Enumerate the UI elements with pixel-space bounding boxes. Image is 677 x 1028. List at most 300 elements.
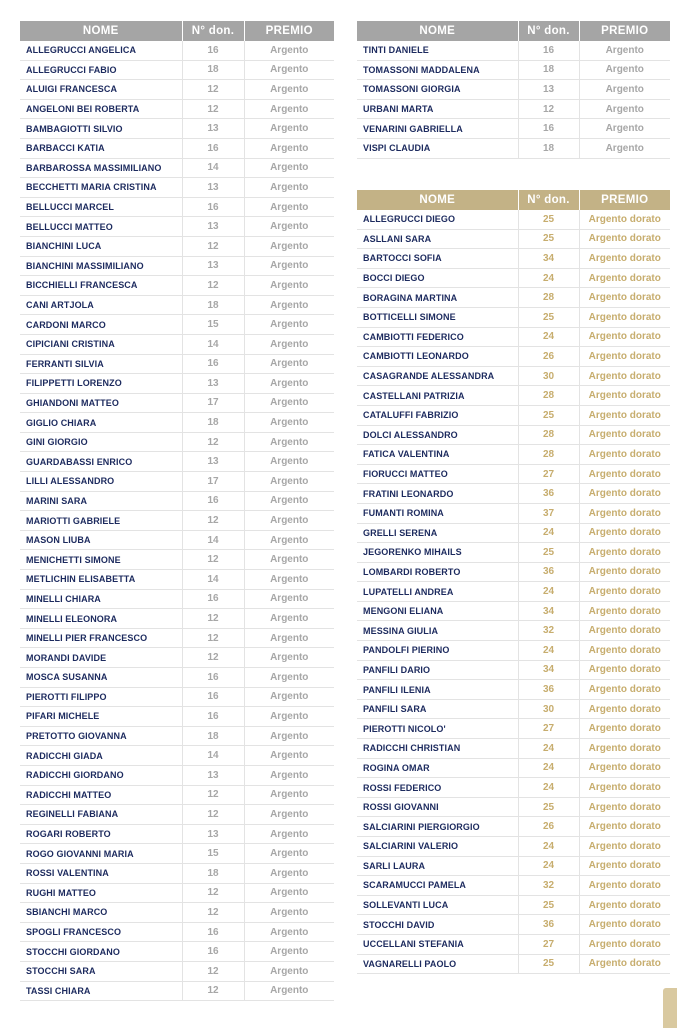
- award: Argento dorato: [579, 934, 670, 954]
- table-row: [357, 366, 670, 386]
- table-body: [357, 210, 670, 974]
- table-header-row: [357, 190, 670, 210]
- award: Argento: [244, 550, 334, 570]
- donor-name: ASLLANI SARA: [357, 229, 518, 249]
- donation-count: 25: [518, 405, 579, 425]
- table-row: [20, 413, 334, 433]
- award: Argento dorato: [579, 503, 670, 523]
- award: Argento dorato: [579, 739, 670, 759]
- donation-count: 16: [182, 668, 244, 688]
- donation-count: 18: [182, 60, 244, 80]
- award: Argento dorato: [579, 817, 670, 837]
- award: Argento: [579, 119, 670, 139]
- donation-count: 24: [518, 778, 579, 798]
- table-row: [357, 817, 670, 837]
- donation-count: 16: [182, 354, 244, 374]
- donation-count: 30: [518, 366, 579, 386]
- donor-name: TOMASSONI MADDALENA: [357, 60, 518, 80]
- donation-count: 24: [518, 856, 579, 876]
- donation-count: 36: [518, 680, 579, 700]
- donor-name: DOLCI ALESSANDRO: [357, 425, 518, 445]
- award: Argento: [244, 570, 334, 590]
- donor-name: URBANI MARTA: [357, 99, 518, 119]
- decorative-corner: [663, 988, 677, 1028]
- table-row: [20, 785, 334, 805]
- award: Argento: [244, 138, 334, 158]
- donation-count: 12: [182, 903, 244, 923]
- donor-name: BECCHETTI MARIA CRISTINA: [20, 178, 182, 198]
- donor-name: ALUIGI FRANCESCA: [20, 80, 182, 100]
- donation-count: 13: [182, 119, 244, 139]
- award: Argento: [244, 41, 334, 60]
- donation-count: 27: [518, 464, 579, 484]
- table-row: [20, 589, 334, 609]
- donor-name: TINTI DANIELE: [357, 41, 518, 60]
- donor-name: RADICCHI GIADA: [20, 746, 182, 766]
- table-row: [357, 660, 670, 680]
- donation-count: 25: [518, 895, 579, 915]
- award: Argento dorato: [579, 386, 670, 406]
- donor-name: ROGINA OMAR: [357, 758, 518, 778]
- award: Argento dorato: [579, 621, 670, 641]
- donation-count: 12: [182, 609, 244, 629]
- award: Argento: [244, 687, 334, 707]
- award: Argento: [244, 334, 334, 354]
- award: Argento: [244, 844, 334, 864]
- award: Argento: [244, 648, 334, 668]
- donor-name: LUPATELLI ANDREA: [357, 582, 518, 602]
- table-row: [20, 824, 334, 844]
- donation-count: 12: [182, 432, 244, 452]
- donation-count: 16: [518, 119, 579, 139]
- donation-count: 25: [518, 229, 579, 249]
- donation-count: 24: [518, 327, 579, 347]
- argento-dorato-table: [357, 190, 670, 974]
- donor-name: SARLI LAURA: [357, 856, 518, 876]
- donation-count: 24: [518, 582, 579, 602]
- award: Argento dorato: [579, 543, 670, 563]
- donor-name: METLICHIN ELISABETTA: [20, 570, 182, 590]
- table-row: [357, 837, 670, 857]
- award: Argento dorato: [579, 582, 670, 602]
- donation-count: 13: [182, 824, 244, 844]
- donor-name: SBIANCHI MARCO: [20, 903, 182, 923]
- donation-count: 16: [182, 942, 244, 962]
- award: Argento dorato: [579, 327, 670, 347]
- donation-count: 12: [182, 80, 244, 100]
- table-row: [20, 393, 334, 413]
- donation-count: 34: [518, 601, 579, 621]
- donor-name: FUMANTI ROMINA: [357, 503, 518, 523]
- donation-count: 12: [182, 276, 244, 296]
- donor-name: BARTOCCI SOFIA: [357, 249, 518, 269]
- table-row: [357, 641, 670, 661]
- table-row: [20, 41, 334, 60]
- donor-name: SALCIARINI PIERGIORGIO: [357, 817, 518, 837]
- table-row: [20, 609, 334, 629]
- award: Argento dorato: [579, 210, 670, 229]
- donation-count: 32: [518, 876, 579, 896]
- table-row: [20, 648, 334, 668]
- donation-count: 34: [518, 660, 579, 680]
- award: Argento dorato: [579, 954, 670, 974]
- donor-name: ALLEGRUCCI FABIO: [20, 60, 182, 80]
- table-body: [357, 41, 670, 158]
- table-header-row: [20, 21, 334, 41]
- donor-name: LILLI ALESSANDRO: [20, 472, 182, 492]
- donor-name: FATICA VALENTINA: [357, 445, 518, 465]
- award: Argento: [244, 707, 334, 727]
- donation-count: 24: [518, 523, 579, 543]
- award: Argento dorato: [579, 680, 670, 700]
- award: Argento: [579, 99, 670, 119]
- donation-count: 36: [518, 484, 579, 504]
- award: Argento: [244, 903, 334, 923]
- donor-name: MENICHETTI SIMONE: [20, 550, 182, 570]
- donor-name: RADICCHI GIORDANO: [20, 765, 182, 785]
- award: Argento dorato: [579, 699, 670, 719]
- donation-count: 14: [182, 334, 244, 354]
- award: Argento: [244, 511, 334, 531]
- donor-name: CAMBIOTTI FEDERICO: [357, 327, 518, 347]
- table-row: [20, 570, 334, 590]
- table-row: [20, 236, 334, 256]
- award: Argento: [244, 119, 334, 139]
- header-nome: NOME: [357, 21, 518, 41]
- award: Argento: [244, 824, 334, 844]
- donation-count: 12: [182, 883, 244, 903]
- table-row: [20, 158, 334, 178]
- donation-count: 13: [182, 217, 244, 237]
- table-row: [357, 680, 670, 700]
- table-row: [357, 41, 670, 60]
- donor-name: CIPICIANI CRISTINA: [20, 334, 182, 354]
- donation-count: 18: [182, 413, 244, 433]
- table-row: [20, 981, 334, 1001]
- donor-name: CAMBIOTTI LEONARDO: [357, 347, 518, 367]
- award: Argento dorato: [579, 464, 670, 484]
- table-row: [357, 210, 670, 229]
- donor-name: PANDOLFI PIERINO: [357, 641, 518, 661]
- donation-count: 28: [518, 288, 579, 308]
- donor-name: GINI GIORGIO: [20, 432, 182, 452]
- header-donazioni: N° don.: [518, 21, 579, 41]
- donation-count: 37: [518, 503, 579, 523]
- donation-count: 24: [518, 758, 579, 778]
- header-nome: NOME: [20, 21, 182, 41]
- donation-count: 16: [182, 922, 244, 942]
- award: Argento: [244, 942, 334, 962]
- donor-name: ROGARI ROBERTO: [20, 824, 182, 844]
- donor-name: FERRANTI SILVIA: [20, 354, 182, 374]
- donor-name: FIORUCCI MATTEO: [357, 464, 518, 484]
- table-row: [357, 484, 670, 504]
- donor-name: ALLEGRUCCI ANGELICA: [20, 41, 182, 60]
- award: Argento dorato: [579, 758, 670, 778]
- table-row: [20, 903, 334, 923]
- donation-count: 32: [518, 621, 579, 641]
- donation-count: 13: [182, 374, 244, 394]
- donor-name: MASON LIUBA: [20, 530, 182, 550]
- table-row: [357, 119, 670, 139]
- donor-name: STOCCHI SARA: [20, 961, 182, 981]
- award: Argento: [244, 452, 334, 472]
- donor-name: PANFILI SARA: [357, 699, 518, 719]
- donor-name: RUGHI MATTEO: [20, 883, 182, 903]
- donor-name: BELLUCCI MARCEL: [20, 197, 182, 217]
- donor-name: JEGORENKO MIHAILS: [357, 543, 518, 563]
- donation-count: 12: [182, 805, 244, 825]
- award: Argento: [244, 746, 334, 766]
- table-row: [357, 425, 670, 445]
- donation-count: 12: [182, 511, 244, 531]
- donor-name: GHIANDONI MATTEO: [20, 393, 182, 413]
- award: Argento: [244, 863, 334, 883]
- donation-count: 25: [518, 307, 579, 327]
- table-row: [357, 138, 670, 158]
- header-nome: NOME: [357, 190, 518, 210]
- award: Argento dorato: [579, 229, 670, 249]
- award: Argento dorato: [579, 837, 670, 857]
- table-row: [20, 550, 334, 570]
- donor-name: BIANCHINI LUCA: [20, 236, 182, 256]
- table-row: [357, 778, 670, 798]
- donation-count: 18: [182, 863, 244, 883]
- table-row: [20, 628, 334, 648]
- award: Argento: [244, 432, 334, 452]
- table-row: [357, 719, 670, 739]
- donor-name: PIEROTTI FILIPPO: [20, 687, 182, 707]
- award: Argento dorato: [579, 347, 670, 367]
- award: Argento: [244, 315, 334, 335]
- donation-count: 18: [518, 138, 579, 158]
- award: Argento dorato: [579, 562, 670, 582]
- award: Argento: [244, 805, 334, 825]
- donor-name: PIFARI MICHELE: [20, 707, 182, 727]
- donation-count: 28: [518, 445, 579, 465]
- donor-name: BOCCI DIEGO: [357, 268, 518, 288]
- donation-count: 16: [182, 589, 244, 609]
- donation-count: 30: [518, 699, 579, 719]
- header-donazioni: N° don.: [518, 190, 579, 210]
- donor-name: FILIPPETTI LORENZO: [20, 374, 182, 394]
- table-row: [357, 934, 670, 954]
- donation-count: 27: [518, 719, 579, 739]
- award: Argento: [579, 138, 670, 158]
- table-row: [357, 347, 670, 367]
- header-premio: PREMIO: [579, 190, 670, 210]
- table-row: [357, 268, 670, 288]
- award: Argento dorato: [579, 660, 670, 680]
- donor-name: CATALUFFI FABRIZIO: [357, 405, 518, 425]
- table-row: [20, 530, 334, 550]
- table-row: [357, 895, 670, 915]
- table-row: [357, 758, 670, 778]
- table-row: [357, 797, 670, 817]
- award: Argento dorato: [579, 719, 670, 739]
- donor-name: ROSSI VALENTINA: [20, 863, 182, 883]
- donor-name: BARBACCI KATIA: [20, 138, 182, 158]
- award: Argento dorato: [579, 641, 670, 661]
- donor-name: ROSSI FEDERICO: [357, 778, 518, 798]
- donor-name: MARIOTTI GABRIELE: [20, 511, 182, 531]
- award: Argento: [244, 413, 334, 433]
- donor-name: TOMASSONI GIORGIA: [357, 80, 518, 100]
- donor-name: ROGO GIOVANNI MARIA: [20, 844, 182, 864]
- donor-name: LOMBARDI ROBERTO: [357, 562, 518, 582]
- donation-count: 12: [182, 648, 244, 668]
- table-row: [20, 119, 334, 139]
- table-header-row: [357, 21, 670, 41]
- donation-count: 25: [518, 797, 579, 817]
- table-row: [357, 307, 670, 327]
- award: Argento: [244, 961, 334, 981]
- donation-count: 12: [182, 236, 244, 256]
- award: Argento: [244, 609, 334, 629]
- award: Argento: [244, 530, 334, 550]
- award: Argento: [244, 726, 334, 746]
- donation-count: 27: [518, 934, 579, 954]
- donation-count: 14: [182, 530, 244, 550]
- table-row: [20, 374, 334, 394]
- donor-name: UCCELLANI STEFANIA: [357, 934, 518, 954]
- donor-name: CASAGRANDE ALESSANDRA: [357, 366, 518, 386]
- award: Argento: [244, 197, 334, 217]
- table-row: [357, 601, 670, 621]
- donation-count: 36: [518, 915, 579, 935]
- donation-count: 16: [182, 41, 244, 60]
- table-row: [20, 197, 334, 217]
- donor-name: SALCIARINI VALERIO: [357, 837, 518, 857]
- table-row: [20, 138, 334, 158]
- award: Argento: [244, 765, 334, 785]
- table-row: [20, 844, 334, 864]
- donation-count: 25: [518, 543, 579, 563]
- donor-name: SPOGLI FRANCESCO: [20, 922, 182, 942]
- donor-name: ANGELONI BEI ROBERTA: [20, 99, 182, 119]
- award: Argento: [579, 80, 670, 100]
- award: Argento: [244, 374, 334, 394]
- table-row: [20, 354, 334, 374]
- table-row: [357, 621, 670, 641]
- table-row: [20, 99, 334, 119]
- donation-count: 16: [182, 197, 244, 217]
- donation-count: 24: [518, 837, 579, 857]
- table-row: [357, 739, 670, 759]
- award: Argento: [244, 589, 334, 609]
- donation-count: 28: [518, 386, 579, 406]
- table-row: [20, 863, 334, 883]
- table-row: [357, 543, 670, 563]
- donor-name: BELLUCCI MATTEO: [20, 217, 182, 237]
- award: Argento dorato: [579, 915, 670, 935]
- award: Argento dorato: [579, 288, 670, 308]
- award: Argento: [244, 883, 334, 903]
- donation-count: 16: [182, 491, 244, 511]
- award: Argento dorato: [579, 876, 670, 896]
- award: Argento: [244, 178, 334, 198]
- donor-name: MINELLI PIER FRANCESCO: [20, 628, 182, 648]
- header-donazioni: N° don.: [182, 21, 244, 41]
- table-row: [20, 511, 334, 531]
- donor-name: RADICCHI MATTEO: [20, 785, 182, 805]
- donor-name: MARINI SARA: [20, 491, 182, 511]
- donation-count: 12: [182, 550, 244, 570]
- table-row: [20, 668, 334, 688]
- table-row: [20, 687, 334, 707]
- table-row: [20, 707, 334, 727]
- donation-count: 24: [518, 739, 579, 759]
- award: Argento: [244, 785, 334, 805]
- donor-name: STOCCHI GIORDANO: [20, 942, 182, 962]
- donor-name: CASTELLANI PATRIZIA: [357, 386, 518, 406]
- award: Argento: [244, 491, 334, 511]
- header-premio: PREMIO: [579, 21, 670, 41]
- award: Argento: [244, 981, 334, 1001]
- table-row: [20, 80, 334, 100]
- donor-name: PANFILI DARIO: [357, 660, 518, 680]
- donor-name: CANI ARTJOLA: [20, 295, 182, 315]
- donor-name: MOSCA SUSANNA: [20, 668, 182, 688]
- donation-count: 13: [182, 765, 244, 785]
- donor-name: PIEROTTI NICOLO': [357, 719, 518, 739]
- donation-count: 28: [518, 425, 579, 445]
- award: Argento dorato: [579, 307, 670, 327]
- donation-count: 17: [182, 393, 244, 413]
- donor-name: BICCHIELLI FRANCESCA: [20, 276, 182, 296]
- table-row: [357, 562, 670, 582]
- table-row: [357, 229, 670, 249]
- award: Argento: [244, 472, 334, 492]
- donation-count: 26: [518, 347, 579, 367]
- donor-name: RADICCHI CHRISTIAN: [357, 739, 518, 759]
- table-row: [20, 452, 334, 472]
- award: Argento: [244, 60, 334, 80]
- donation-count: 16: [182, 138, 244, 158]
- donor-name: BAMBAGIOTTI SILVIO: [20, 119, 182, 139]
- donor-name: PANFILI ILENIA: [357, 680, 518, 700]
- donation-count: 13: [182, 452, 244, 472]
- award: Argento dorato: [579, 249, 670, 269]
- award: Argento dorato: [579, 895, 670, 915]
- table-row: [357, 954, 670, 974]
- donation-count: 18: [182, 295, 244, 315]
- donor-name: PRETOTTO GIOVANNA: [20, 726, 182, 746]
- table-row: [357, 503, 670, 523]
- donation-count: 15: [182, 844, 244, 864]
- donation-count: 17: [182, 472, 244, 492]
- award: Argento: [579, 41, 670, 60]
- table-row: [357, 464, 670, 484]
- donor-name: REGINELLI FABIANA: [20, 805, 182, 825]
- donation-count: 12: [518, 99, 579, 119]
- donation-count: 12: [182, 99, 244, 119]
- donation-count: 14: [182, 746, 244, 766]
- donation-count: 18: [182, 726, 244, 746]
- table-row: [20, 315, 334, 335]
- donor-name: ALLEGRUCCI DIEGO: [357, 210, 518, 229]
- award: Argento: [244, 99, 334, 119]
- donor-name: VENARINI GABRIELLA: [357, 119, 518, 139]
- table-row: [20, 922, 334, 942]
- table-body: [20, 41, 334, 1001]
- donor-name: GUARDABASSI ENRICO: [20, 452, 182, 472]
- table-row: [357, 856, 670, 876]
- award: Argento dorato: [579, 778, 670, 798]
- table-row: [20, 178, 334, 198]
- table-row: [20, 726, 334, 746]
- table-row: [357, 915, 670, 935]
